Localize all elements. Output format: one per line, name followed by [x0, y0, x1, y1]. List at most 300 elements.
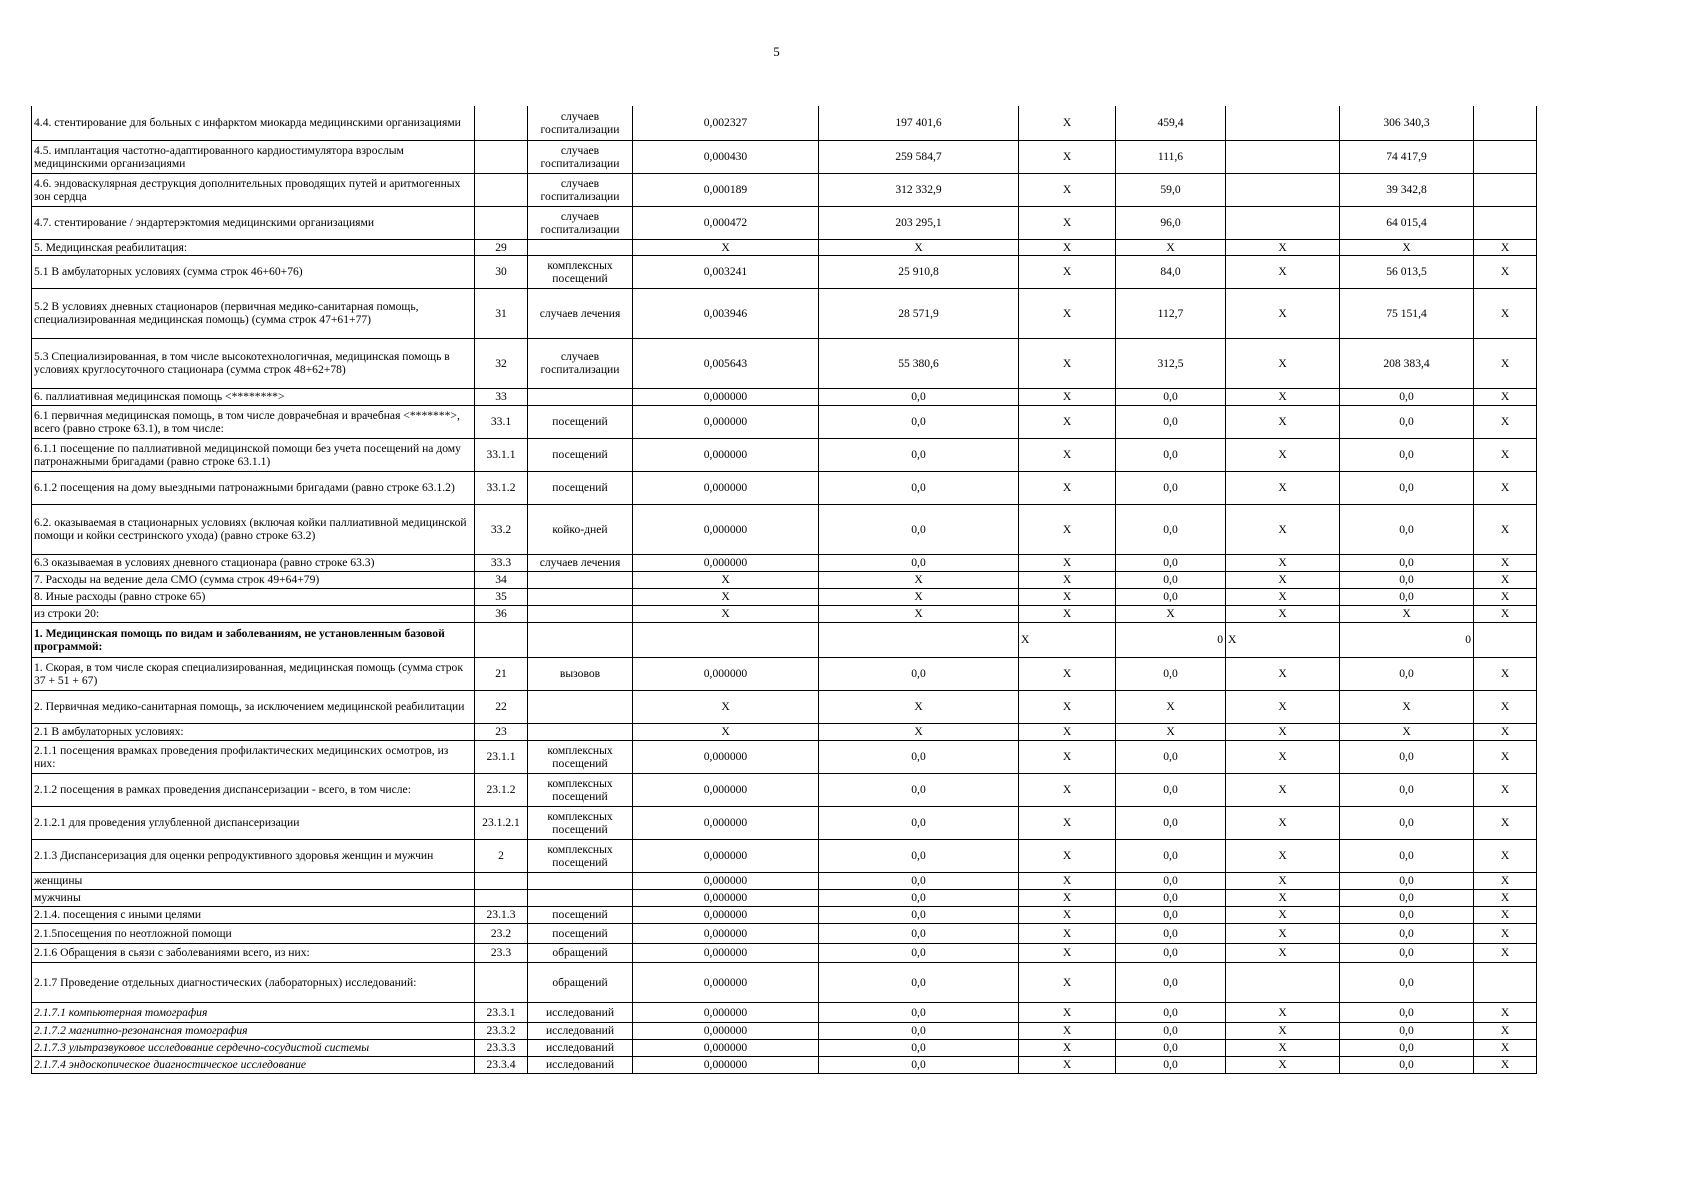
cell-row-unit: случаев госпитализации	[528, 173, 633, 206]
cell-col-5: X	[1226, 388, 1340, 405]
table-row	[32, 1039, 1537, 1056]
cell-col-2: 203 295,1	[819, 206, 1019, 239]
cell-col-5	[1226, 173, 1340, 206]
cell-col-3: X	[1019, 438, 1116, 471]
cell-col-7: X	[1474, 923, 1537, 943]
cell-col-3: X	[1019, 1039, 1116, 1056]
cell-col-1: X	[633, 690, 819, 723]
cell-col-6: 0,0	[1340, 588, 1474, 605]
cell-col-4: 112,7	[1116, 288, 1226, 338]
cell-col-5: X	[1226, 554, 1340, 571]
cell-col-3: X	[1019, 239, 1116, 255]
table-row	[32, 338, 1537, 388]
cell-col-5: X	[1226, 1022, 1340, 1039]
cell-row-code: 34	[475, 571, 528, 588]
cell-col-6: 0,0	[1340, 943, 1474, 962]
cell-col-6: 0,0	[1340, 839, 1474, 872]
cell-row-code: 33.3	[475, 554, 528, 571]
table-row	[32, 723, 1537, 740]
cell-row-code: 2	[475, 839, 528, 872]
cell-col-1: 0,000000	[633, 1002, 819, 1022]
table-row	[32, 806, 1537, 839]
cell-col-5: X	[1226, 605, 1340, 622]
cell-col-4: 0,0	[1116, 889, 1226, 906]
cell-col-1: X	[633, 239, 819, 255]
cell-row-name: 6.3 оказываемая в условиях дневного стационара (равно строке 63.3)	[32, 554, 475, 571]
cell-col-6: 64 015,4	[1340, 206, 1474, 239]
table-row	[32, 206, 1537, 239]
cell-col-3: X	[1019, 173, 1116, 206]
cell-col-6: 0,0	[1340, 1056, 1474, 1073]
cell-row-unit	[528, 239, 633, 255]
cell-col-3: X	[1019, 571, 1116, 588]
cell-row-unit: вызовов	[528, 657, 633, 690]
cell-row-unit	[528, 622, 633, 657]
cell-row-unit: обращений	[528, 943, 633, 962]
cell-row-name: 5.1 В амбулаторных условиях (сумма строк 46+60+76)	[32, 255, 475, 288]
cell-col-4: 0,0	[1116, 1022, 1226, 1039]
cell-col-7: X	[1474, 554, 1537, 571]
cell-col-7: X	[1474, 605, 1537, 622]
table-row	[32, 872, 1537, 889]
cell-row-name: 2.1.7.1 компьютерная томография	[32, 1002, 475, 1022]
cell-col-2: 0,0	[819, 1056, 1019, 1073]
cell-row-name: 2.1.4. посещения с иными целями	[32, 906, 475, 923]
cell-row-name: из строки 20:	[32, 605, 475, 622]
cell-col-6: 208 383,4	[1340, 338, 1474, 388]
cell-col-1: 0,000000	[633, 388, 819, 405]
cell-row-unit: случаев госпитализации	[528, 140, 633, 173]
cell-row-unit: комплексных посещений	[528, 255, 633, 288]
cell-col-7	[1474, 962, 1537, 1002]
cell-row-code: 32	[475, 338, 528, 388]
cell-col-1: 0,000000	[633, 839, 819, 872]
cell-col-1: 0,000000	[633, 943, 819, 962]
cell-col-3: X	[1019, 806, 1116, 839]
cell-col-1: 0,000430	[633, 140, 819, 173]
cell-col-1: 0,000000	[633, 872, 819, 889]
cell-col-3: X	[1019, 504, 1116, 554]
cell-col-5: X	[1226, 622, 1340, 657]
cell-col-6: 0,0	[1340, 740, 1474, 773]
cell-row-code: 23.1.3	[475, 906, 528, 923]
cell-row-unit: случаев лечения	[528, 554, 633, 571]
cell-col-4: 84,0	[1116, 255, 1226, 288]
table-body	[32, 106, 1537, 1073]
cell-col-5: X	[1226, 690, 1340, 723]
cell-col-6: 74 417,9	[1340, 140, 1474, 173]
cell-col-1: X	[633, 571, 819, 588]
cell-row-code: 33.2	[475, 504, 528, 554]
cell-col-4: 0,0	[1116, 872, 1226, 889]
cell-col-5: X	[1226, 1056, 1340, 1073]
cell-row-code: 23.1.2	[475, 773, 528, 806]
cell-col-4: 0,0	[1116, 1002, 1226, 1022]
table-row	[32, 471, 1537, 504]
table-row	[32, 923, 1537, 943]
cell-col-1: 0,000000	[633, 806, 819, 839]
cell-col-3: X	[1019, 923, 1116, 943]
cell-col-2: 28 571,9	[819, 288, 1019, 338]
cell-col-1: 0,003241	[633, 255, 819, 288]
cell-col-3: X	[1019, 1056, 1116, 1073]
cell-col-7: X	[1474, 405, 1537, 438]
cell-row-unit: посещений	[528, 471, 633, 504]
cell-col-6: 0,0	[1340, 1002, 1474, 1022]
cell-row-unit: исследований	[528, 1056, 633, 1073]
cell-col-3: X	[1019, 839, 1116, 872]
cell-row-code: 23	[475, 723, 528, 740]
cell-col-2: 0,0	[819, 806, 1019, 839]
cell-col-1: 0,000000	[633, 962, 819, 1002]
table-row	[32, 504, 1537, 554]
cell-col-5: X	[1226, 338, 1340, 388]
cell-col-2: 0,0	[819, 889, 1019, 906]
cell-row-code: 23.3.1	[475, 1002, 528, 1022]
cell-col-2: 0,0	[819, 773, 1019, 806]
table-row	[32, 140, 1537, 173]
cell-col-6: 0,0	[1340, 388, 1474, 405]
cell-col-5: X	[1226, 943, 1340, 962]
cell-col-4: 0,0	[1116, 773, 1226, 806]
cell-col-2: X	[819, 239, 1019, 255]
cell-col-7: X	[1474, 239, 1537, 255]
table-row	[32, 889, 1537, 906]
cell-col-4: 0,0	[1116, 588, 1226, 605]
cell-col-4: 59,0	[1116, 173, 1226, 206]
cell-col-6: 0,0	[1340, 923, 1474, 943]
table-row	[32, 405, 1537, 438]
cell-col-3: X	[1019, 471, 1116, 504]
table-row	[32, 622, 1537, 657]
cell-col-5: X	[1226, 288, 1340, 338]
cell-col-2: 55 380,6	[819, 338, 1019, 388]
cell-col-6: 56 013,5	[1340, 255, 1474, 288]
table-row	[32, 1022, 1537, 1039]
cell-row-name: 2.1.6 Обращения в сьязи с заболеваниями всего, из них:	[32, 943, 475, 962]
cell-col-1: 0,000000	[633, 923, 819, 943]
cell-row-unit	[528, 571, 633, 588]
cell-col-2: X	[819, 588, 1019, 605]
cell-col-2: 0,0	[819, 962, 1019, 1002]
cell-col-4: 0	[1116, 622, 1226, 657]
cell-col-1: 0,000000	[633, 504, 819, 554]
cell-row-name: 2.1 В амбулаторных условиях:	[32, 723, 475, 740]
cell-col-3: X	[1019, 140, 1116, 173]
cell-col-2: 0,0	[819, 839, 1019, 872]
cell-col-2: X	[819, 723, 1019, 740]
cell-col-2: 312 332,9	[819, 173, 1019, 206]
cell-col-5: X	[1226, 872, 1340, 889]
cell-col-6: 0,0	[1340, 906, 1474, 923]
cell-col-6: X	[1340, 723, 1474, 740]
cell-col-5: X	[1226, 839, 1340, 872]
cell-col-4: 0,0	[1116, 943, 1226, 962]
cell-col-7: X	[1474, 740, 1537, 773]
cell-col-2: 259 584,7	[819, 140, 1019, 173]
cell-col-5: X	[1226, 405, 1340, 438]
table-row	[32, 839, 1537, 872]
cell-col-3: X	[1019, 872, 1116, 889]
cell-row-unit: комплексных посещений	[528, 806, 633, 839]
cell-col-3: X	[1019, 206, 1116, 239]
cell-col-6: 306 340,3	[1340, 106, 1474, 140]
cell-col-7: X	[1474, 338, 1537, 388]
cell-col-5: X	[1226, 1039, 1340, 1056]
cell-col-4: 0,0	[1116, 438, 1226, 471]
cell-col-5: X	[1226, 239, 1340, 255]
cell-row-name: 1. Скорая, в том числе скорая специализированная, медицинская помощь (сумма строк 37 + 51 + 67)	[32, 657, 475, 690]
cell-col-5: X	[1226, 723, 1340, 740]
cell-col-3: X	[1019, 906, 1116, 923]
cell-col-7: X	[1474, 571, 1537, 588]
cell-col-2: 0,0	[819, 657, 1019, 690]
cell-col-2: X	[819, 571, 1019, 588]
cell-col-5: X	[1226, 740, 1340, 773]
table-row	[32, 388, 1537, 405]
cell-row-unit	[528, 605, 633, 622]
cell-col-3: X	[1019, 1002, 1116, 1022]
cell-col-1: X	[633, 605, 819, 622]
cell-col-3: X	[1019, 388, 1116, 405]
cell-col-4: 0,0	[1116, 554, 1226, 571]
cell-col-2: X	[819, 605, 1019, 622]
cell-col-5: X	[1226, 438, 1340, 471]
cell-row-unit: койко-дней	[528, 504, 633, 554]
cell-row-name: мужчины	[32, 889, 475, 906]
cell-col-1: 0,000000	[633, 1039, 819, 1056]
cell-col-4: X	[1116, 239, 1226, 255]
cell-row-name: 8. Иные расходы (равно строке 65)	[32, 588, 475, 605]
cell-col-3: X	[1019, 889, 1116, 906]
cell-col-6: 0,0	[1340, 773, 1474, 806]
table-row	[32, 554, 1537, 571]
table-row	[32, 740, 1537, 773]
cell-col-4: 0,0	[1116, 962, 1226, 1002]
cell-row-code: 36	[475, 605, 528, 622]
cell-col-7	[1474, 206, 1537, 239]
cell-col-1: X	[633, 588, 819, 605]
cell-row-code: 35	[475, 588, 528, 605]
table-row	[32, 1056, 1537, 1073]
cell-col-3: X	[1019, 338, 1116, 388]
cell-col-4: 0,0	[1116, 839, 1226, 872]
cell-col-3: X	[1019, 554, 1116, 571]
cell-col-1: X	[633, 723, 819, 740]
cell-row-unit: посещений	[528, 923, 633, 943]
cell-row-name: 2.1.7 Проведение отдельных диагностических (лабораторных) исследований:	[32, 962, 475, 1002]
cell-col-4: 0,0	[1116, 657, 1226, 690]
cell-col-6: 0,0	[1340, 962, 1474, 1002]
cell-col-7: X	[1474, 471, 1537, 504]
cell-row-code: 33.1.1	[475, 438, 528, 471]
cell-row-code: 23.3.2	[475, 1022, 528, 1039]
cell-col-5: X	[1226, 906, 1340, 923]
cell-row-unit: случаев госпитализации	[528, 338, 633, 388]
cell-col-2: 0,0	[819, 405, 1019, 438]
cell-row-name: 4.5. имплантация частотно-адаптированного кардиостимулятора взрослым медицинскими организациями	[32, 140, 475, 173]
cell-col-4: 459,4	[1116, 106, 1226, 140]
table-row	[32, 571, 1537, 588]
cell-row-code: 22	[475, 690, 528, 723]
cell-row-code: 23.1.2.1	[475, 806, 528, 839]
cell-row-name: женщины	[32, 872, 475, 889]
cell-col-6: 75 151,4	[1340, 288, 1474, 338]
cell-col-2: 0,0	[819, 554, 1019, 571]
cell-row-unit: случаев госпитализации	[528, 106, 633, 140]
cell-row-code: 23.3.4	[475, 1056, 528, 1073]
cell-col-3: X	[1019, 773, 1116, 806]
cell-col-2: 0,0	[819, 943, 1019, 962]
cell-col-5	[1226, 962, 1340, 1002]
cell-col-1: 0,000000	[633, 554, 819, 571]
cell-col-6: 0,0	[1340, 471, 1474, 504]
cell-col-6: 0,0	[1340, 872, 1474, 889]
cell-col-2: 0,0	[819, 388, 1019, 405]
cell-col-5	[1226, 106, 1340, 140]
cell-row-name: 5.3 Специализированная, в том числе высокотехнологичная, медицинская помощь в условиях круглосуточного стационара (сумма строк 48+62+78)	[32, 338, 475, 388]
cell-col-3: X	[1019, 288, 1116, 338]
cell-row-unit: случаев лечения	[528, 288, 633, 338]
cell-col-5: X	[1226, 471, 1340, 504]
cell-col-7: X	[1474, 839, 1537, 872]
cell-row-unit	[528, 690, 633, 723]
cell-row-unit	[528, 889, 633, 906]
cell-col-6: 0,0	[1340, 1022, 1474, 1039]
cell-row-unit: комплексных посещений	[528, 740, 633, 773]
cell-col-7: X	[1474, 690, 1537, 723]
data-table	[31, 106, 1537, 1074]
cell-row-name: 4.4. стентирование для больных с инфарктом миокарда медицинскими организациями	[32, 106, 475, 140]
cell-col-7: X	[1474, 723, 1537, 740]
cell-col-5: X	[1226, 1002, 1340, 1022]
table-row	[32, 773, 1537, 806]
cell-col-3: X	[1019, 690, 1116, 723]
cell-col-5: X	[1226, 806, 1340, 839]
cell-col-2: 0,0	[819, 438, 1019, 471]
cell-col-1: 0,000000	[633, 405, 819, 438]
cell-col-1: 0,005643	[633, 338, 819, 388]
cell-col-3: X	[1019, 622, 1116, 657]
cell-row-name: 2.1.7.4 эндоскопическое диагностическое исследование	[32, 1056, 475, 1073]
cell-col-7	[1474, 622, 1537, 657]
cell-col-7: X	[1474, 889, 1537, 906]
cell-col-6: 0	[1340, 622, 1474, 657]
cell-col-7: X	[1474, 657, 1537, 690]
cell-col-3: X	[1019, 588, 1116, 605]
cell-col-2: 197 401,6	[819, 106, 1019, 140]
cell-col-5: X	[1226, 504, 1340, 554]
cell-col-7: X	[1474, 806, 1537, 839]
cell-col-3: X	[1019, 1022, 1116, 1039]
cell-row-unit: посещений	[528, 906, 633, 923]
page-number: 5	[773, 44, 780, 59]
cell-col-5: X	[1226, 588, 1340, 605]
cell-row-name: 2.1.2 посещения в рамках проведения диспансеризации - всего, в том числе:	[32, 773, 475, 806]
table-row	[32, 239, 1537, 255]
cell-col-7: X	[1474, 255, 1537, 288]
cell-col-6: X	[1340, 239, 1474, 255]
cell-col-2: 0,0	[819, 740, 1019, 773]
cell-row-name: 2.1.3 Диспансеризация для оценки репродуктивного здоровья женщин и мужчин	[32, 839, 475, 872]
cell-col-7: X	[1474, 504, 1537, 554]
table-row	[32, 657, 1537, 690]
cell-col-4: 0,0	[1116, 1039, 1226, 1056]
cell-row-unit: обращений	[528, 962, 633, 1002]
cell-col-2: 0,0	[819, 923, 1019, 943]
cell-row-code: 31	[475, 288, 528, 338]
cell-row-name: 6.1.2 посещения на дому выездными патронажными бригадами (равно строке 63.1.2)	[32, 471, 475, 504]
cell-col-1: 0,000472	[633, 206, 819, 239]
cell-col-6: 0,0	[1340, 571, 1474, 588]
cell-col-2: 0,0	[819, 504, 1019, 554]
table-row	[32, 690, 1537, 723]
cell-col-3: X	[1019, 255, 1116, 288]
cell-col-5	[1226, 140, 1340, 173]
cell-col-4: 0,0	[1116, 504, 1226, 554]
cell-row-unit: исследований	[528, 1022, 633, 1039]
cell-row-name: 6.2. оказываемая в стационарных условиях (включая койки паллиативной медицинской помощи и койки сестринского ухода) (равно строке 63.2)	[32, 504, 475, 554]
cell-col-1: 0,000000	[633, 1056, 819, 1073]
cell-row-code	[475, 622, 528, 657]
table-row	[32, 962, 1537, 1002]
cell-col-7: X	[1474, 906, 1537, 923]
cell-col-1: 0,000000	[633, 773, 819, 806]
cell-col-2: 0,0	[819, 1002, 1019, 1022]
cell-col-3: X	[1019, 657, 1116, 690]
cell-row-code: 33.1	[475, 405, 528, 438]
cell-col-7: X	[1474, 1022, 1537, 1039]
cell-col-2	[819, 622, 1019, 657]
table-row	[32, 943, 1537, 962]
cell-col-1: 0,000189	[633, 173, 819, 206]
table-row	[32, 106, 1537, 140]
cell-col-3: X	[1019, 943, 1116, 962]
cell-row-code: 33	[475, 388, 528, 405]
cell-col-1: 0,000000	[633, 740, 819, 773]
cell-col-2: X	[819, 690, 1019, 723]
table-row	[32, 906, 1537, 923]
cell-row-name: 7. Расходы на ведение дела СМО (сумма строк 49+64+79)	[32, 571, 475, 588]
cell-col-3: X	[1019, 962, 1116, 1002]
cell-row-code: 23.3.3	[475, 1039, 528, 1056]
cell-row-unit	[528, 388, 633, 405]
cell-col-1: 0,000000	[633, 438, 819, 471]
table-row	[32, 255, 1537, 288]
cell-row-unit	[528, 588, 633, 605]
cell-col-4: 0,0	[1116, 806, 1226, 839]
cell-col-7	[1474, 140, 1537, 173]
cell-col-5: X	[1226, 773, 1340, 806]
cell-col-4: 0,0	[1116, 388, 1226, 405]
table-row	[32, 438, 1537, 471]
cell-row-code: 23.3	[475, 943, 528, 962]
cell-col-5: X	[1226, 255, 1340, 288]
cell-row-code	[475, 962, 528, 1002]
cell-col-1: 0,000000	[633, 657, 819, 690]
table-row	[32, 605, 1537, 622]
cell-col-7: X	[1474, 872, 1537, 889]
cell-row-unit	[528, 872, 633, 889]
cell-col-7: X	[1474, 588, 1537, 605]
cell-col-2: 0,0	[819, 872, 1019, 889]
cell-col-7: X	[1474, 1002, 1537, 1022]
cell-col-2: 0,0	[819, 471, 1019, 504]
cell-row-code	[475, 173, 528, 206]
cell-col-4: 0,0	[1116, 923, 1226, 943]
table-row	[32, 588, 1537, 605]
cell-col-3: X	[1019, 723, 1116, 740]
